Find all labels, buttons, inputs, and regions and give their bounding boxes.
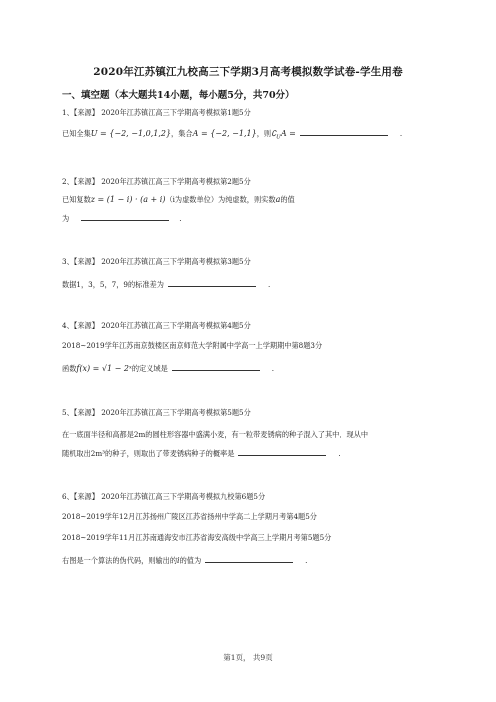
q1-math-sub: U [276, 134, 281, 141]
q6-source-3: 2018~2019学年11月江苏南通海安市江苏省海安高级中学高三上学期月考第5题5分 [62, 533, 332, 542]
q3-text-main: 数据1，3，5，7，9的标准差为 [62, 280, 164, 289]
page-title: 2020年江苏镇江九校高三下学期3月高考模拟数学试卷-学生用卷 [93, 66, 403, 78]
q2-text-d: 为 [62, 214, 70, 223]
q1-end: . [399, 129, 403, 138]
q1-source: 1、【来源】 2020年江苏镇江高三下学期高考模拟第1题5分 [62, 108, 251, 117]
q2-end: . [179, 214, 182, 223]
q5-line2-text: 随机取出2m³的种子，则取出了带麦锈病种子的概率是 [62, 449, 235, 458]
q2-text-line2 [62, 212, 182, 224]
q1-math-complement: ∁ [271, 129, 277, 138]
q3-answer-blank[interactable] [168, 278, 256, 287]
q2-source: 2、【来源】 2020年江苏镇江高三下学期高考模拟第2题5分 [62, 177, 251, 186]
q1-math-a: A = {−2, −1,1} [192, 129, 257, 138]
q4-source: 4、【来源】 2020年江苏镇江高三下学期高考模拟第4题5分 [62, 321, 251, 330]
q1-text-a: 已知全集 [62, 129, 91, 138]
q5-end: . [338, 449, 341, 458]
q4-text [62, 362, 274, 374]
q1-text-b: ，集合 [171, 129, 193, 138]
q5-line2 [62, 447, 341, 459]
q2-math-z: z = (1 − i) · (a + i) [90, 195, 166, 204]
q1-text-c: ，则 [256, 129, 272, 138]
q6-text-a: 右图是一个算法的伪代码，则输出的 [62, 556, 178, 565]
q2-answer-blank[interactable] [81, 212, 169, 221]
q4-end: . [271, 364, 275, 373]
q4-math-f: f(x) = √1 − 2ˣ [76, 364, 132, 373]
q6-math-i: i [177, 556, 180, 565]
q1-math-u: U = {−2, −1,0,1,2} [90, 129, 172, 138]
page-footer: 第1页， 共9页 [223, 653, 273, 662]
q5-source: 5、【来源】 2020年江苏镇江高三下学期高考模拟第5题5分 [62, 408, 251, 417]
q5-answer-blank[interactable] [238, 447, 326, 456]
q6-source-2: 2018~2019学年12月江苏扬州广陵区江苏省扬州中学高二上学期月考第4题5分 [62, 512, 317, 521]
q3-text [62, 278, 270, 290]
q1-text [62, 127, 402, 142]
q6-end: . [305, 556, 308, 565]
q6-source: 6、【来源】 2020年江苏镇江高三下学期高考模拟九校第6题5分 [62, 492, 266, 501]
q2-text-b: （i为虚数单位）为纯虚数，则实数 [165, 195, 276, 204]
q6-text [62, 554, 307, 566]
q1-math-d: A = [280, 129, 296, 138]
q4-source-2: 2018~2019学年江苏南京鼓楼区南京师范大学附属中学高一上学期期中第8题3分 [62, 341, 323, 350]
q1-answer-blank[interactable] [300, 127, 388, 136]
q3-source: 3、【来源】 2020年江苏镇江高三下学期高考模拟第3题5分 [62, 257, 251, 266]
q3-end: . [267, 280, 271, 289]
q5-line1: 在一底面半径和高都是2m的圆柱形容器中盛满小麦，有一粒带麦锈病的种子混入了其中．现从中 [62, 430, 369, 439]
q4-answer-blank[interactable] [172, 362, 260, 371]
q2-math-a: a [275, 195, 281, 204]
q2-text-c: 的值 [280, 195, 295, 204]
q4-text-a: 函数 [62, 364, 77, 373]
q2-text-a: 已知复数 [62, 195, 91, 204]
q6-answer-blank[interactable] [205, 554, 293, 563]
q2-text [62, 195, 295, 205]
section-heading: 一、填空题（本大题共14小题，每小题5分，共70分） [62, 90, 295, 101]
q6-text-b: 的值为 [179, 556, 202, 565]
q4-text-b: 的定义域是 [131, 364, 168, 373]
